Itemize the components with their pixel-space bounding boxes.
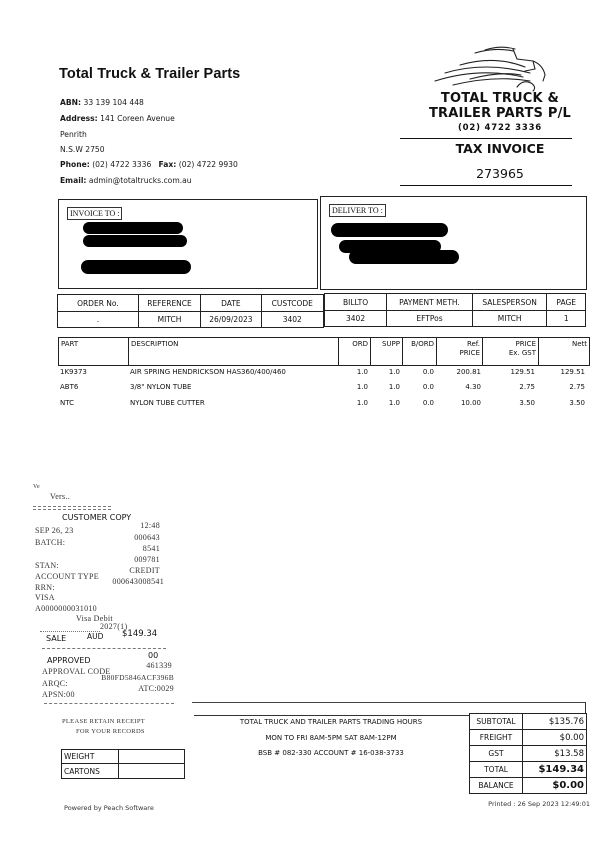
cell-bord: 0.0 xyxy=(422,399,434,407)
cell-part: NTC xyxy=(60,399,74,407)
logo-phone: (02) 4722 3336 xyxy=(457,123,543,133)
gst-label: GST xyxy=(470,746,523,762)
cartons-value xyxy=(118,764,184,779)
receipt-date: SEP 26, 23 xyxy=(35,526,74,535)
cell-nett: 3.50 xyxy=(569,399,585,407)
receipt-arqc-label: ARQC: xyxy=(42,679,68,688)
cell-part: 1K9373 xyxy=(60,368,87,376)
receipt-line3: 8541 xyxy=(142,544,160,553)
cell-description: 3/8" NYLON TUBE xyxy=(130,383,192,391)
address-city: Penrith xyxy=(60,130,87,139)
cell-ord: 1.0 xyxy=(356,399,368,407)
receipt-account-type-label: ACCOUNT TYPE xyxy=(35,572,99,581)
invoice-to-box xyxy=(58,199,318,289)
col-price-line2: Ex. GST xyxy=(508,349,536,357)
receipt-divider xyxy=(42,648,166,649)
divider xyxy=(400,138,572,139)
printed-timestamp: Printed : 26 Sep 2023 12:49:01 xyxy=(488,800,590,808)
receipt-card-type: Visa Debit xyxy=(76,614,113,623)
receipt-rrn-label: RRN: xyxy=(35,583,55,592)
balance-label: BALANCE xyxy=(470,778,523,794)
receipt-aid: A0000000031010 xyxy=(35,604,97,613)
receipt-retain-line1: PLEASE RETAIN RECEIPT xyxy=(62,718,146,725)
totals-row-subtotal xyxy=(470,714,587,730)
receipt-approval-code-label: APPROVAL CODE xyxy=(42,667,111,676)
divider xyxy=(585,702,586,713)
gst-value: $13.58 xyxy=(523,746,587,762)
col-price-ex-gst xyxy=(483,338,539,365)
cell-price: 129.51 xyxy=(510,368,535,376)
weight-value xyxy=(118,750,184,764)
deliver-to-box xyxy=(320,196,587,290)
value-salesperson: MITCH xyxy=(472,311,547,327)
receipt-customer-copy: CUSTOMER COPY xyxy=(62,513,132,522)
cell-price: 3.50 xyxy=(519,399,535,407)
company-name: Total Truck & Trailer Parts xyxy=(59,66,241,82)
cell-supp: 1.0 xyxy=(388,368,400,376)
value-reference: MITCH xyxy=(138,312,200,328)
totals-row-gst xyxy=(470,746,587,762)
col-nett: Nett xyxy=(571,340,587,348)
freight-value: $0.00 xyxy=(523,730,587,746)
truck-logo-icon xyxy=(425,45,555,95)
receipt-approval-code: 461339 xyxy=(146,661,172,670)
divider xyxy=(400,185,572,186)
document-title: TAX INVOICE xyxy=(455,141,545,156)
header-payment-method: PAYMENT METH. xyxy=(387,294,473,311)
order-info-table-left xyxy=(57,294,324,328)
cell-description: NYLON TUBE CUTTER xyxy=(130,399,205,407)
col-ref-price-line2: PRICE xyxy=(459,349,480,357)
cell-price: 2.75 xyxy=(519,383,535,391)
col-price-line1: PRICE xyxy=(515,340,536,348)
table-row xyxy=(60,399,585,411)
subtotal-value: $135.76 xyxy=(523,714,587,730)
shipping-table xyxy=(61,749,185,779)
cell-ref-price: 10.00 xyxy=(460,399,481,407)
redaction xyxy=(331,223,448,237)
receipt-account-type: CREDIT xyxy=(129,566,160,575)
receipt-batch: 000643 xyxy=(134,533,160,542)
phone-value: (02) 4722 3336 xyxy=(92,160,152,169)
weight-label: WEIGHT xyxy=(62,750,119,764)
cell-part: ABT6 xyxy=(60,383,79,391)
totals-row-total xyxy=(470,762,587,778)
cell-nett: 2.75 xyxy=(569,383,585,391)
header-order-no: ORDER No. xyxy=(58,295,139,312)
total-label: TOTAL xyxy=(470,762,523,778)
receipt-approved: APPROVED xyxy=(47,656,91,665)
cartons-label: CARTONS xyxy=(62,764,119,779)
abn-label: ABN: xyxy=(60,98,82,107)
cell-ref-price: 200.81 xyxy=(456,368,481,376)
powered-by: Powered by Peach Software xyxy=(64,804,154,812)
table-row xyxy=(60,383,585,395)
receipt-divider xyxy=(44,703,174,704)
redaction xyxy=(83,235,187,247)
invoice-to-label: INVOICE TO : xyxy=(67,207,122,220)
trading-hours-title: TOTAL TRUCK AND TRAILER PARTS TRADING HOURS xyxy=(239,718,423,726)
receipt-expiry: 2027(1) xyxy=(100,622,128,631)
divider xyxy=(194,715,469,716)
header-reference: REFERENCE xyxy=(138,295,200,312)
redaction xyxy=(81,260,191,274)
col-ref-price xyxy=(437,338,483,365)
header-page: PAGE xyxy=(547,294,586,311)
cell-supp: 1.0 xyxy=(388,399,400,407)
email-label: Email: xyxy=(60,176,87,185)
receipt-card: VISA xyxy=(35,593,55,602)
totals-table xyxy=(469,713,587,794)
receipt-currency: AUD xyxy=(87,632,104,641)
total-value: $149.34 xyxy=(523,762,587,778)
redaction xyxy=(83,222,183,234)
divider xyxy=(192,702,585,703)
receipt-divider xyxy=(33,509,111,510)
phone-label: Phone: xyxy=(60,160,90,169)
cell-ord: 1.0 xyxy=(356,383,368,391)
logo-line-1: TOTAL TRUCK & xyxy=(440,91,560,106)
col-part: PART xyxy=(59,338,129,365)
totals-row-freight xyxy=(470,730,587,746)
subtotal-label: SUBTOTAL xyxy=(470,714,523,730)
col-description: DESCRIPTION xyxy=(129,338,339,365)
header-custcode: CUSTCODE xyxy=(261,295,323,312)
address-line xyxy=(60,114,175,123)
col-supp: SUPP xyxy=(371,338,403,365)
fax-value: (02) 4722 9930 xyxy=(178,160,238,169)
redaction xyxy=(349,250,459,264)
receipt-stan-label: STAN: xyxy=(35,561,59,570)
table-row xyxy=(60,368,585,380)
value-custcode: 3402 xyxy=(261,312,323,328)
items-table-header xyxy=(58,337,590,366)
value-date: 26/09/2023 xyxy=(201,312,261,328)
value-order-no: . xyxy=(58,312,139,328)
cell-nett: 129.51 xyxy=(560,368,585,376)
value-payment-method: EFTPos xyxy=(387,311,473,327)
totals-row-balance xyxy=(470,778,587,794)
receipt-sale-label: SALE xyxy=(46,634,67,643)
value-billto: 3402 xyxy=(325,311,387,327)
trading-hours: MON TO FRI 8AM-5PM SAT 8AM-12PM xyxy=(265,734,397,742)
receipt-time: 12:48 xyxy=(140,521,160,530)
deliver-to-label: DELIVER TO : xyxy=(329,204,386,217)
receipt-rrn: 000643008541 xyxy=(112,577,164,586)
fax-label: Fax: xyxy=(158,160,177,169)
col-ord: ORD xyxy=(339,338,371,365)
receipt-arqc: B80FD5846ACF396B xyxy=(101,673,174,682)
receipt-top-1: Ve xyxy=(33,484,40,490)
address-state: N.S.W 2750 xyxy=(60,145,105,154)
cell-description: AIR SPRING HENDRICKSON HAS360/400/460 xyxy=(130,368,286,376)
cell-supp: 1.0 xyxy=(388,383,400,391)
receipt-stan: 009781 xyxy=(134,555,160,564)
abn-value: 33 139 104 448 xyxy=(83,98,144,107)
cell-ref-price: 4.30 xyxy=(465,383,481,391)
logo-line-2: TRAILER PARTS P/L xyxy=(428,106,571,121)
receipt-batch-label: BATCH: xyxy=(35,538,66,547)
balance-value: $0.00 xyxy=(523,778,587,794)
freight-label: FREIGHT xyxy=(470,730,523,746)
address-value: 141 Coreen Avenue xyxy=(100,114,175,123)
order-info-table-right xyxy=(324,293,586,327)
receipt-retain-line2: FOR YOUR RECORDS xyxy=(76,728,145,735)
phone-fax-line xyxy=(60,160,238,169)
email-value: admin@totaltrucks.com.au xyxy=(88,176,192,185)
header-billto: BILLTO xyxy=(325,294,387,311)
receipt-top-2: Vers.. xyxy=(50,492,71,501)
receipt-apsn: APSN:00 xyxy=(42,690,75,699)
col-bord: B/ORD xyxy=(403,338,437,365)
invoice-number: 273965 xyxy=(476,166,524,181)
receipt-divider xyxy=(33,506,111,507)
cell-ord: 1.0 xyxy=(356,368,368,376)
abn-line xyxy=(60,98,144,107)
receipt-atc: ATC:0029 xyxy=(138,684,174,693)
cell-bord: 0.0 xyxy=(422,383,434,391)
header-salesperson: SALESPERSON xyxy=(472,294,547,311)
receipt-amount: $149.34 xyxy=(122,629,158,639)
receipt-response-code: 00 xyxy=(148,651,159,660)
bank-details: BSB # 082-330 ACCOUNT # 16-038-3733 xyxy=(258,749,404,757)
col-ref-price-line1: Ref. xyxy=(466,340,480,348)
address-label: Address: xyxy=(60,114,98,123)
header-date: DATE xyxy=(201,295,261,312)
value-page: 1 xyxy=(547,311,586,327)
cell-bord: 0.0 xyxy=(422,368,434,376)
email-line xyxy=(60,176,192,185)
